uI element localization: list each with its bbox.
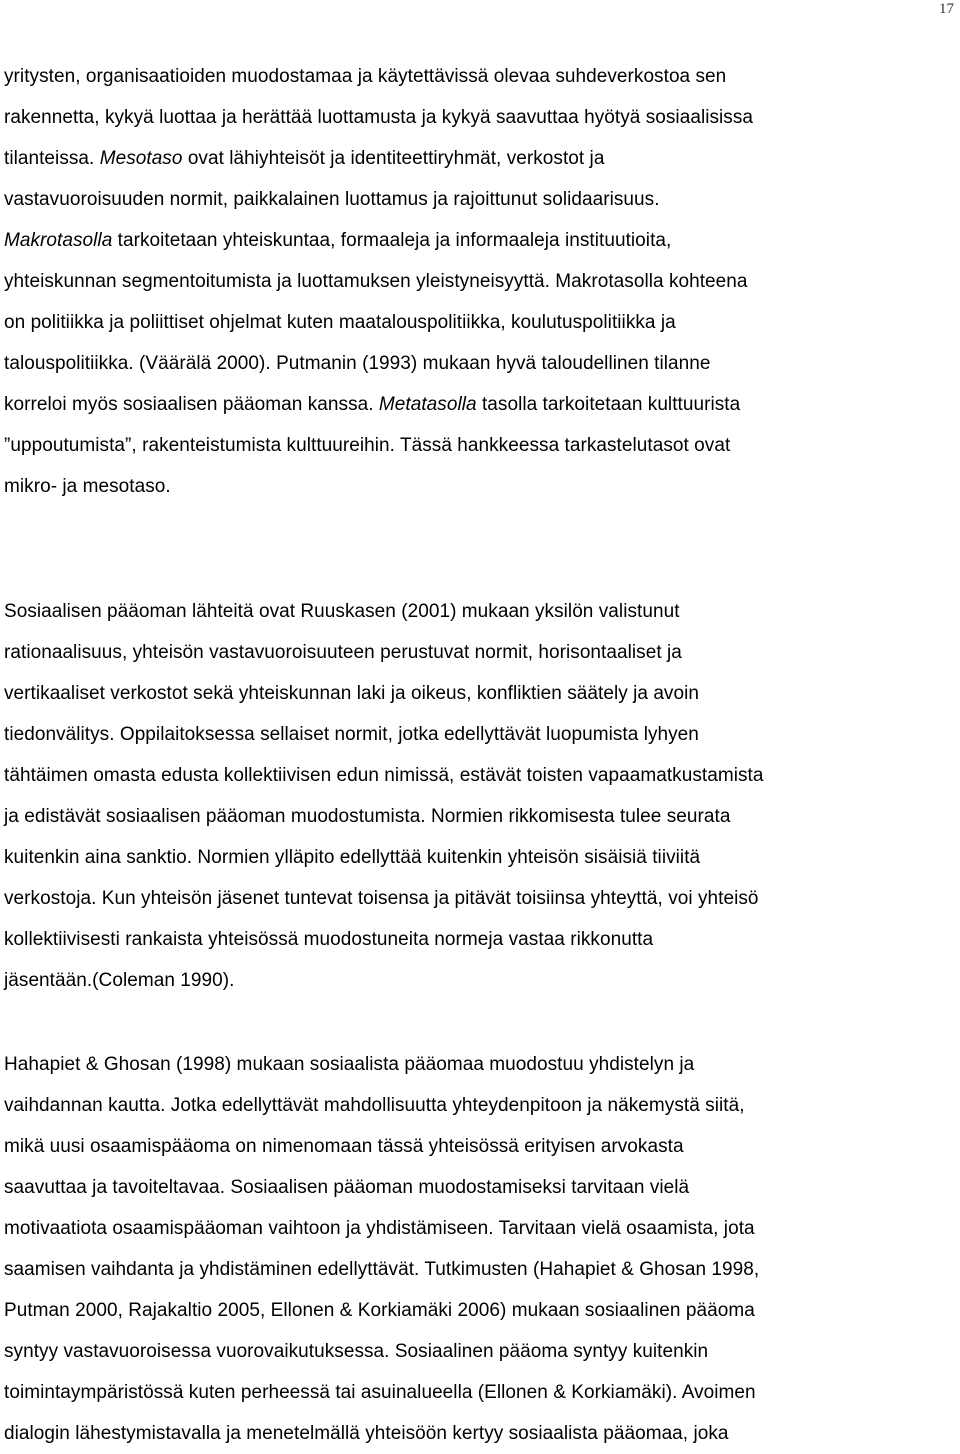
text-line bbox=[4, 1126, 956, 1167]
text-run: rakennetta, kykyä luottaa ja herättää luottamusta ja kykyä saavuttaa hyötyä sosiaalisissa bbox=[4, 107, 754, 128]
text-run: verkostoja. Kun yhteisön jäsenet tuntevat toisensa ja pitävät toisiinsa yhteyttä, voi yhteisö bbox=[4, 888, 759, 909]
text-run: tähtäimen omasta edusta kollektiivisen edun nimissä, estävät toisten vapaamatkustamista bbox=[4, 765, 764, 786]
text-run: jäsentään.(Coleman 1990). bbox=[4, 970, 235, 991]
text-run: motivaatiota osaamispääoman vaihtoon ja yhdistämiseen. Tarvitaan vielä osaamista, jota bbox=[4, 1218, 755, 1239]
italic-term: Makrotasolla bbox=[4, 230, 113, 251]
text-line bbox=[4, 1085, 956, 1126]
paragraph-levels bbox=[4, 56, 956, 507]
italic-term: Mesotaso bbox=[99, 148, 183, 169]
text-line bbox=[4, 466, 956, 507]
text-line bbox=[4, 1044, 956, 1085]
text-run: korreloi myös sosiaalisen pääoman kanssa. bbox=[4, 394, 379, 415]
text-line bbox=[4, 1372, 956, 1413]
text-line bbox=[4, 919, 956, 960]
text-run: ja edistävät sosiaalisen pääoman muodostumista. Normien rikkomisesta tulee seurata bbox=[4, 806, 731, 827]
text-line bbox=[4, 179, 956, 220]
text-run: kuitenkin aina sanktio. Normien ylläpito edellyttää kuitenkin yhteisön sisäisiä tiiviitä bbox=[4, 847, 701, 868]
text-line bbox=[4, 591, 956, 632]
text-run: syntyy vastavuoroisessa vuorovaikutuksessa. Sosiaalinen pääoma syntyy kuitenkin bbox=[4, 1341, 709, 1362]
text-run: tasolla tarkoitetaan kulttuurista bbox=[476, 394, 741, 415]
text-run: tiedonvälitys. Oppilaitoksessa sellaiset normit, jotka edellyttävät luopumista lyhyen bbox=[4, 724, 699, 745]
text-run: Putman 2000, Rajakaltio 2005, Ellonen & Korkiamäki 2006) mukaan sosiaalinen pääoma bbox=[4, 1300, 755, 1321]
text-run: yhteiskunnan segmentoitumista ja luottamuksen yleistyneisyyttä. Makrotasolla kohteena bbox=[4, 271, 748, 292]
paragraph-sources bbox=[4, 591, 956, 1001]
text-line bbox=[4, 56, 956, 97]
text-line bbox=[4, 632, 956, 673]
text-run: talouspolitiikka. (Väärälä 2000). Putmanin (1993) mukaan hyvä taloudellinen tilanne bbox=[4, 353, 711, 374]
italic-term: Metatasolla bbox=[378, 394, 477, 415]
text-run: tarkoitetaan yhteiskuntaa, formaaleja ja informaaleja instituutioita, bbox=[112, 230, 672, 251]
text-run: rationaalisuus, yhteisön vastavuoroisuuteen perustuvat normit, horisontaaliset ja bbox=[4, 642, 682, 663]
text-line bbox=[4, 837, 956, 878]
text-run: kollektiivisesti rankaista yhteisössä muodostuneita normeja vastaa rikkonutta bbox=[4, 929, 654, 950]
text-run: dialogin lähestymistavalla ja menetelmällä yhteisöön kertyy sosiaalista pääomaa, joka bbox=[4, 1423, 729, 1444]
text-run: mikä uusi osaamispääoma on nimenomaan tässä yhteisössä erityisen arvokasta bbox=[4, 1136, 684, 1157]
text-line bbox=[4, 878, 956, 919]
text-line bbox=[4, 384, 956, 425]
page-number: 17 bbox=[939, 1, 954, 17]
text-run: tilanteissa. bbox=[4, 148, 100, 169]
text-line bbox=[4, 1208, 956, 1249]
text-line bbox=[4, 138, 956, 179]
text-line bbox=[4, 1331, 956, 1372]
text-line bbox=[4, 343, 956, 384]
text-run: vastavuoroisuuden normit, paikkalainen luottamus ja rajoittunut solidaarisuus. bbox=[4, 189, 660, 210]
text-line bbox=[4, 302, 956, 343]
text-line bbox=[4, 1167, 956, 1208]
text-line bbox=[4, 673, 956, 714]
text-line bbox=[4, 1290, 956, 1331]
text-line bbox=[4, 1249, 956, 1290]
paragraph-hahapiet-ghosan bbox=[4, 1044, 956, 1454]
text-run: yritysten, organisaatioiden muodostamaa ja käytettävissä olevaa suhdeverkostoa sen bbox=[4, 66, 727, 87]
text-line bbox=[4, 960, 956, 1001]
text-run: saavuttaa ja tavoiteltavaa. Sosiaalisen pääoman muodostamiseksi tarvitaan vielä bbox=[4, 1177, 690, 1198]
text-run: vaihdannan kautta. Jotka edellyttävät mahdollisuutta yhteydenpitoon ja näkemystä siitä, bbox=[4, 1095, 745, 1116]
text-run: saamisen vaihdanta ja yhdistäminen edellyttävät. Tutkimusten (Hahapiet & Ghosan 1998, bbox=[4, 1259, 760, 1280]
text-line bbox=[4, 714, 956, 755]
text-run: on politiikka ja poliittiset ohjelmat kuten maatalouspolitiikka, koulutuspolitiikka ja bbox=[4, 312, 676, 333]
text-run: ovat lähiyhteisöt ja identiteettiryhmät, verkostot ja bbox=[182, 148, 605, 169]
text-run: Hahapiet & Ghosan (1998) mukaan sosiaalista pääomaa muodostuu yhdistelyn ja bbox=[4, 1054, 695, 1075]
text-run: ”uppoutumista”, rakenteistumista kulttuureihin. Tässä hankkeessa tarkastelutasot ovat bbox=[4, 435, 731, 456]
text-line bbox=[4, 796, 956, 837]
text-line bbox=[4, 97, 956, 138]
text-line bbox=[4, 425, 956, 466]
text-line bbox=[4, 261, 956, 302]
text-line bbox=[4, 220, 956, 261]
text-line bbox=[4, 755, 956, 796]
text-run: toimintaympäristössä kuten perheessä tai asuinalueella (Ellonen & Korkiamäki). Avoimen bbox=[4, 1382, 756, 1403]
text-run: mikro- ja mesotaso. bbox=[4, 476, 171, 497]
text-run: Sosiaalisen pääoman lähteitä ovat Ruuskasen (2001) mukaan yksilön valistunut bbox=[4, 601, 680, 622]
text-run: vertikaaliset verkostot sekä yhteiskunnan laki ja oikeus, konfliktien säätely ja avoin bbox=[4, 683, 699, 704]
